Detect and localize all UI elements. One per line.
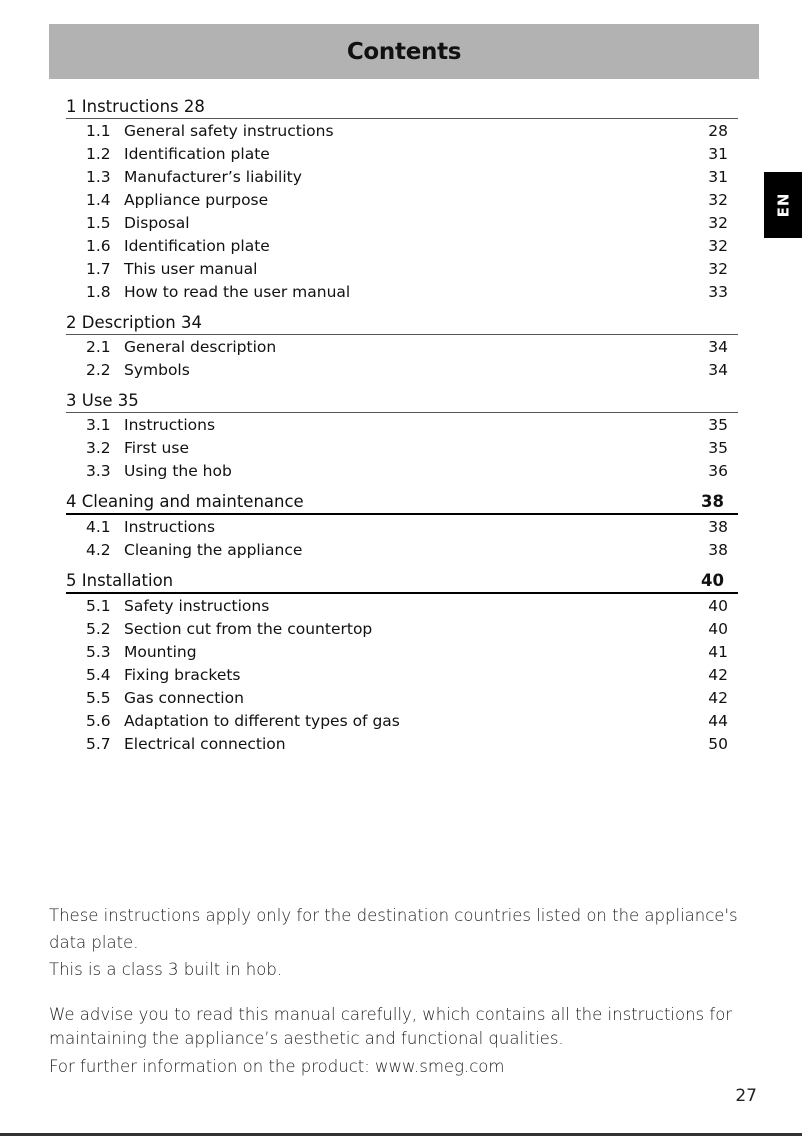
entry-label: Fixing brackets [124,665,241,684]
entry-number: 5.7 [86,734,111,753]
toc-entry[interactable] [66,280,738,303]
entry-page: 40 [708,619,728,638]
entry-page: 32 [708,190,728,209]
entry-number: 5.3 [86,642,111,661]
toc-section [66,487,738,561]
entry-number: 1.4 [86,190,111,209]
entry-page: 44 [708,711,728,730]
page-number: 27 [735,1086,757,1106]
entry-page: 35 [708,415,728,434]
toc-entry[interactable] [66,358,738,381]
entry-label: First use [124,438,189,457]
entry-page: 42 [708,688,728,707]
entry-label: Electrical connection [124,734,286,753]
toc-section [66,308,738,381]
entry-number: 1.3 [86,167,111,186]
toc-entry[interactable] [66,234,738,257]
entry-page: 50 [708,734,728,753]
toc-entry[interactable] [66,515,738,538]
entry-number: 3.2 [86,438,111,457]
entry-page: 32 [708,259,728,278]
entry-number: 1.7 [86,259,111,278]
section-title: 3 Use 35 [66,391,139,410]
entry-number: 2.1 [86,337,111,356]
toc-entry[interactable] [66,188,738,211]
entry-number: 4.2 [86,540,111,559]
scope-notes [49,902,769,983]
toc-entry[interactable] [66,732,738,755]
entry-label: Instructions [124,415,216,434]
entry-number: 3.3 [86,461,111,480]
entry-page: 32 [708,236,728,255]
toc-section-heading[interactable] [66,566,738,594]
entry-page: 36 [708,461,728,480]
entry-label: Gas connection [124,688,244,707]
toc-section [66,92,738,303]
section-title: 2 Description 34 [66,313,202,332]
entry-number: 5.6 [86,711,111,730]
toc-entry[interactable] [66,538,738,561]
entry-label: Identification plate [124,236,270,255]
entry-page: 38 [708,517,728,536]
entry-label: Section cut from the countertop [124,619,373,638]
entry-label: Disposal [124,213,190,232]
entry-page: 38 [708,540,728,559]
entry-number: 5.2 [86,619,111,638]
toc-entry[interactable] [66,459,738,482]
entry-page: 40 [708,596,728,615]
toc-section [66,566,738,755]
note-text: For further information on the product: www.smeg.com [49,1057,505,1076]
entry-label: Using the hob [124,461,232,480]
toc-entry[interactable] [66,142,738,165]
entry-number: 4.1 [86,517,111,536]
toc-entry[interactable] [66,709,738,732]
toc-entry[interactable] [66,617,738,640]
entry-page: 33 [708,282,728,301]
entry-page: 31 [708,144,728,163]
entry-label: General safety instructions [124,121,334,140]
toc-section-heading[interactable] [66,487,738,515]
entry-label: General description [124,337,277,356]
entry-number: 2.2 [86,360,111,379]
entry-label: Appliance purpose [124,190,269,209]
toc-entry[interactable] [66,257,738,280]
entry-number: 3.1 [86,415,111,434]
entry-number: 5.1 [86,596,111,615]
toc-entry[interactable] [66,686,738,709]
table-of-contents [66,92,738,760]
entry-label: Manufacturer’s liability [124,167,302,186]
toc-entry[interactable] [66,594,738,617]
entry-page: 34 [708,337,728,356]
entry-label: Adaptation to different types of gas [124,711,400,730]
entry-label: Cleaning the appliance [124,540,303,559]
section-title: 4 Cleaning and maintenance [66,492,304,511]
toc-section-heading[interactable] [66,308,738,335]
toc-entry[interactable] [66,413,738,436]
language-tab-label: EN [774,192,792,218]
entry-label: Safety instructions [124,596,270,615]
entry-page: 34 [708,360,728,379]
entry-page: 32 [708,213,728,232]
entry-number: 1.5 [86,213,111,232]
entry-page: 41 [708,642,728,661]
entry-label: Symbols [124,360,190,379]
entry-number: 5.4 [86,665,111,684]
contents-header [49,24,759,79]
note-text: These instructions apply only for the destination countries listed on the appliance's data plate. [49,906,738,952]
language-tab [764,172,802,238]
section-page: 38 [701,492,724,511]
note-text: We advise you to read this manual carefully, which contains all the instructions for [49,1005,733,1024]
toc-entry[interactable] [66,640,738,663]
entry-number: 1.1 [86,121,111,140]
toc-entry[interactable] [66,211,738,234]
entry-label: This user manual [124,259,258,278]
toc-entry[interactable] [66,436,738,459]
section-title: 1 Instructions 28 [66,97,205,116]
entry-page: 31 [708,167,728,186]
entry-number: 1.6 [86,236,111,255]
entry-label: Instructions [124,517,216,536]
toc-entry[interactable] [66,119,738,142]
advice-notes [49,1003,769,1080]
section-title: 5 Installation [66,571,174,590]
entry-number: 5.5 [86,688,111,707]
entry-number: 1.8 [86,282,111,301]
entry-page: 42 [708,665,728,684]
toc-section-heading[interactable] [66,386,738,413]
section-page: 40 [701,571,724,590]
entry-page: 35 [708,438,728,457]
entry-label: How to read the user manual [124,282,351,301]
entry-page: 28 [708,121,728,140]
toc-section-heading[interactable] [66,92,738,119]
note-text: This is a class 3 built in hob. [49,960,283,979]
entry-label: Identification plate [124,144,270,163]
toc-entry[interactable] [66,165,738,188]
note-text: maintaining the appliance’s aesthetic and functional qualities. [49,1029,564,1048]
toc-entry[interactable] [66,663,738,686]
entry-label: Mounting [124,642,197,661]
toc-entry[interactable] [66,335,738,358]
page-title: Contents [346,38,462,65]
entry-number: 1.2 [86,144,111,163]
toc-section [66,386,738,482]
